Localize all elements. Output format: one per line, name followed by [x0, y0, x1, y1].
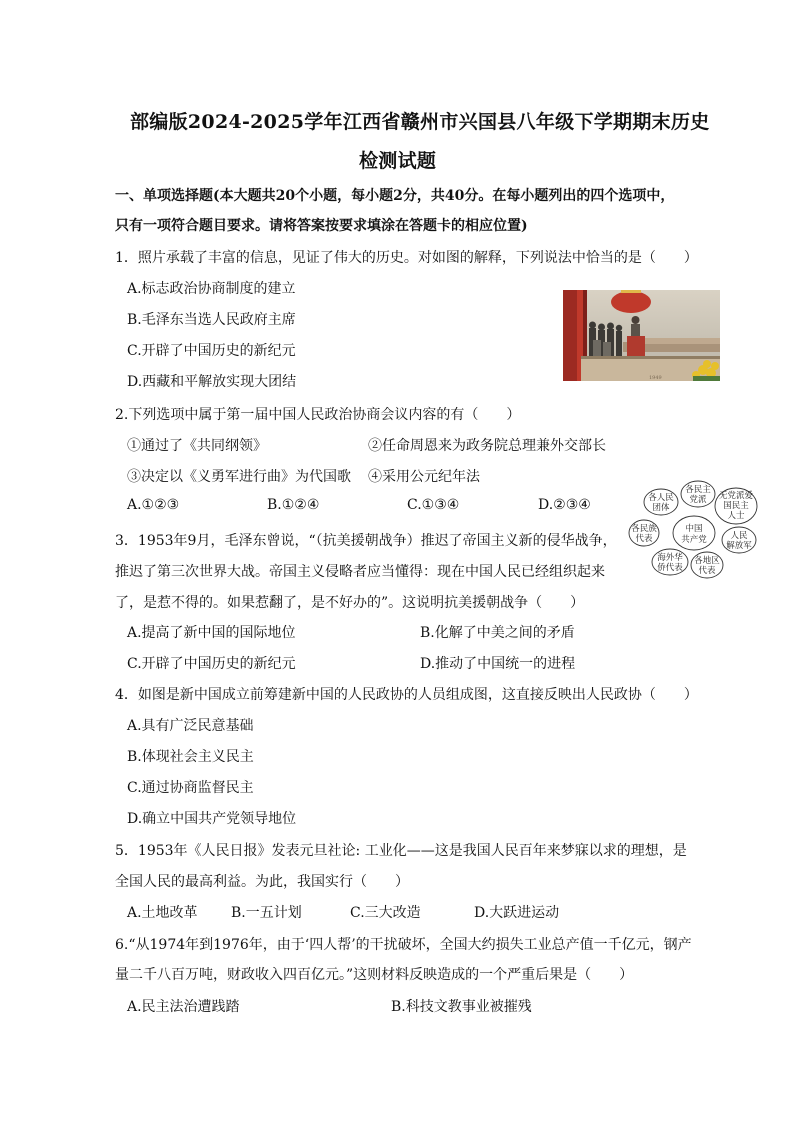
diagram-n1-l1: 各人民 [648, 493, 674, 503]
diagram-center-l1: 中国 [685, 524, 703, 534]
diagram-n5-l1: 人民 [730, 531, 748, 541]
diagram-n3-l3: 人士 [727, 511, 745, 521]
q5-option-d: D.大跃进运动 [474, 905, 560, 921]
diagram-n6-l2: 侨代表 [657, 563, 683, 573]
section-header-line1: 一、单项选择题(本大题共20个小题，每小题2分，共40分。在每小题列出的四个选项中， [115, 188, 675, 204]
q2-item-3: ③决定以《义勇军进行曲》为代国歌 [127, 469, 351, 485]
diagram-n7-l1: 各地区 [694, 556, 720, 566]
q6-option-b: B.科技文教事业被摧残 [391, 999, 532, 1015]
section-header-line2: 只有一项符合题目要求。请将答案按要求填涂在答题卡的相应位置) [115, 218, 528, 234]
q1-option-c: C.开辟了中国历史的新纪元 [127, 343, 296, 359]
question-3-stem-line3: 了，是惹不得的。如果惹翻了，是不好办的”。这说明抗美援朝战争（ ） [115, 595, 585, 611]
q2-option-c: C.①③④ [407, 497, 460, 513]
document-title-line2: 检测试题 [359, 150, 437, 172]
diagram-n2-l2: 党派 [689, 495, 707, 505]
q5-option-c: C.三大改造 [350, 905, 421, 921]
q1-option-d: D.西藏和平解放实现大团结 [127, 374, 297, 390]
question-3-stem-line2: 推迟了第三次世界大战。帝国主义侵略者应当懂得：现在中国人民已经组织起来 [115, 564, 605, 580]
diagram-n2-l1: 各民主 [685, 485, 711, 495]
q2-item-2: ②任命周恩来为政务院总理兼外交部长 [368, 438, 606, 454]
photo-illustration [563, 290, 720, 381]
q3-option-a: A.提高了新中国的国际地位 [127, 625, 296, 641]
diagram-n3-l1: 无党派爱 [718, 491, 754, 501]
question-6-stem-line2: 量二千八百万吨，财政收入四百亿元。”这则材料反映造成的一个严重后果是（ ） [115, 967, 634, 983]
q4-option-a: A.具有广泛民意基础 [127, 718, 254, 734]
diagram-n7-l2: 代表 [698, 566, 716, 576]
q3-option-c: C.开辟了中国历史的新纪元 [127, 656, 296, 672]
question-2-stem: 2.下列选项中属于第一届中国人民政治协商会议内容的有（ ） [115, 407, 521, 423]
q2-option-a: A.①②③ [127, 497, 180, 513]
diagram-n1-l2: 团体 [652, 503, 670, 513]
q4-option-c: C.通过协商监督民主 [127, 780, 254, 796]
cppcc-composition-diagram [628, 480, 760, 582]
q2-option-d: D.②③④ [538, 497, 591, 513]
q3-option-b: B.化解了中美之间的矛盾 [420, 625, 575, 641]
q3-option-d: D.推动了中国统一的进程 [420, 656, 576, 672]
diagram-n4-l2: 代表 [635, 534, 653, 544]
question-1-stem: 1．照片承载了丰富的信息，见证了伟大的历史。对如图的解释，下列说法中恰当的是（ ） [115, 250, 698, 266]
question-5-stem-line2: 全国人民的最高利益。为此，我国实行（ ） [115, 874, 409, 890]
q6-option-a: A.民主法治遭践踏 [127, 999, 240, 1015]
q4-option-b: B.体现社会主义民主 [127, 749, 254, 765]
question-6-stem-line1: 6.“从1974年到1976年，由于‘四人帮’的干扰破坏，全国大约损失工业总产值一千亿元，钢产 [115, 937, 692, 953]
document-title-line1: 部编版2024-2025学年江西省赣州市兴国县八年级下学期期末历史 [130, 111, 710, 133]
diagram-center-l2: 共产党 [681, 535, 707, 545]
q2-option-b: B.①②④ [267, 497, 320, 513]
q2-item-4: ④采用公元纪年法 [368, 469, 480, 485]
founding-ceremony-photo [563, 290, 720, 381]
diagram-n3-l2: 国民主 [723, 501, 749, 511]
q1-option-b: B.毛泽东当选人民政府主席 [127, 312, 296, 328]
question-4-stem: 4．如图是新中国成立前筹建新中国的人民政协的人员组成图，这直接反映出人民政协（ ） [115, 687, 698, 703]
question-3-stem-line1: 3．1953年9月，毛泽东曾说，“（抗美援朝战争）推迟了帝国主义新的侵华战争， [115, 533, 617, 549]
q2-item-1: ①通过了《共同纲领》 [127, 438, 267, 454]
svg-text:1949: 1949 [649, 375, 662, 381]
diagram-n4-l1: 各民族 [631, 524, 657, 534]
diagram-n6-l1: 海外华 [657, 553, 683, 563]
q4-option-d: D.确立中国共产党领导地位 [127, 811, 297, 827]
diagram-n5-l2: 解放军 [726, 541, 752, 551]
q1-option-a: A.标志政治协商制度的建立 [127, 281, 296, 297]
question-5-stem-line1: 5．1953年《人民日报》发表元旦社论: 工业化——这是我国人民百年来梦寐以求的理想，是 [115, 843, 687, 859]
q5-option-a: A.土地改革 [127, 905, 198, 921]
q5-option-b: B.一五计划 [231, 905, 302, 921]
